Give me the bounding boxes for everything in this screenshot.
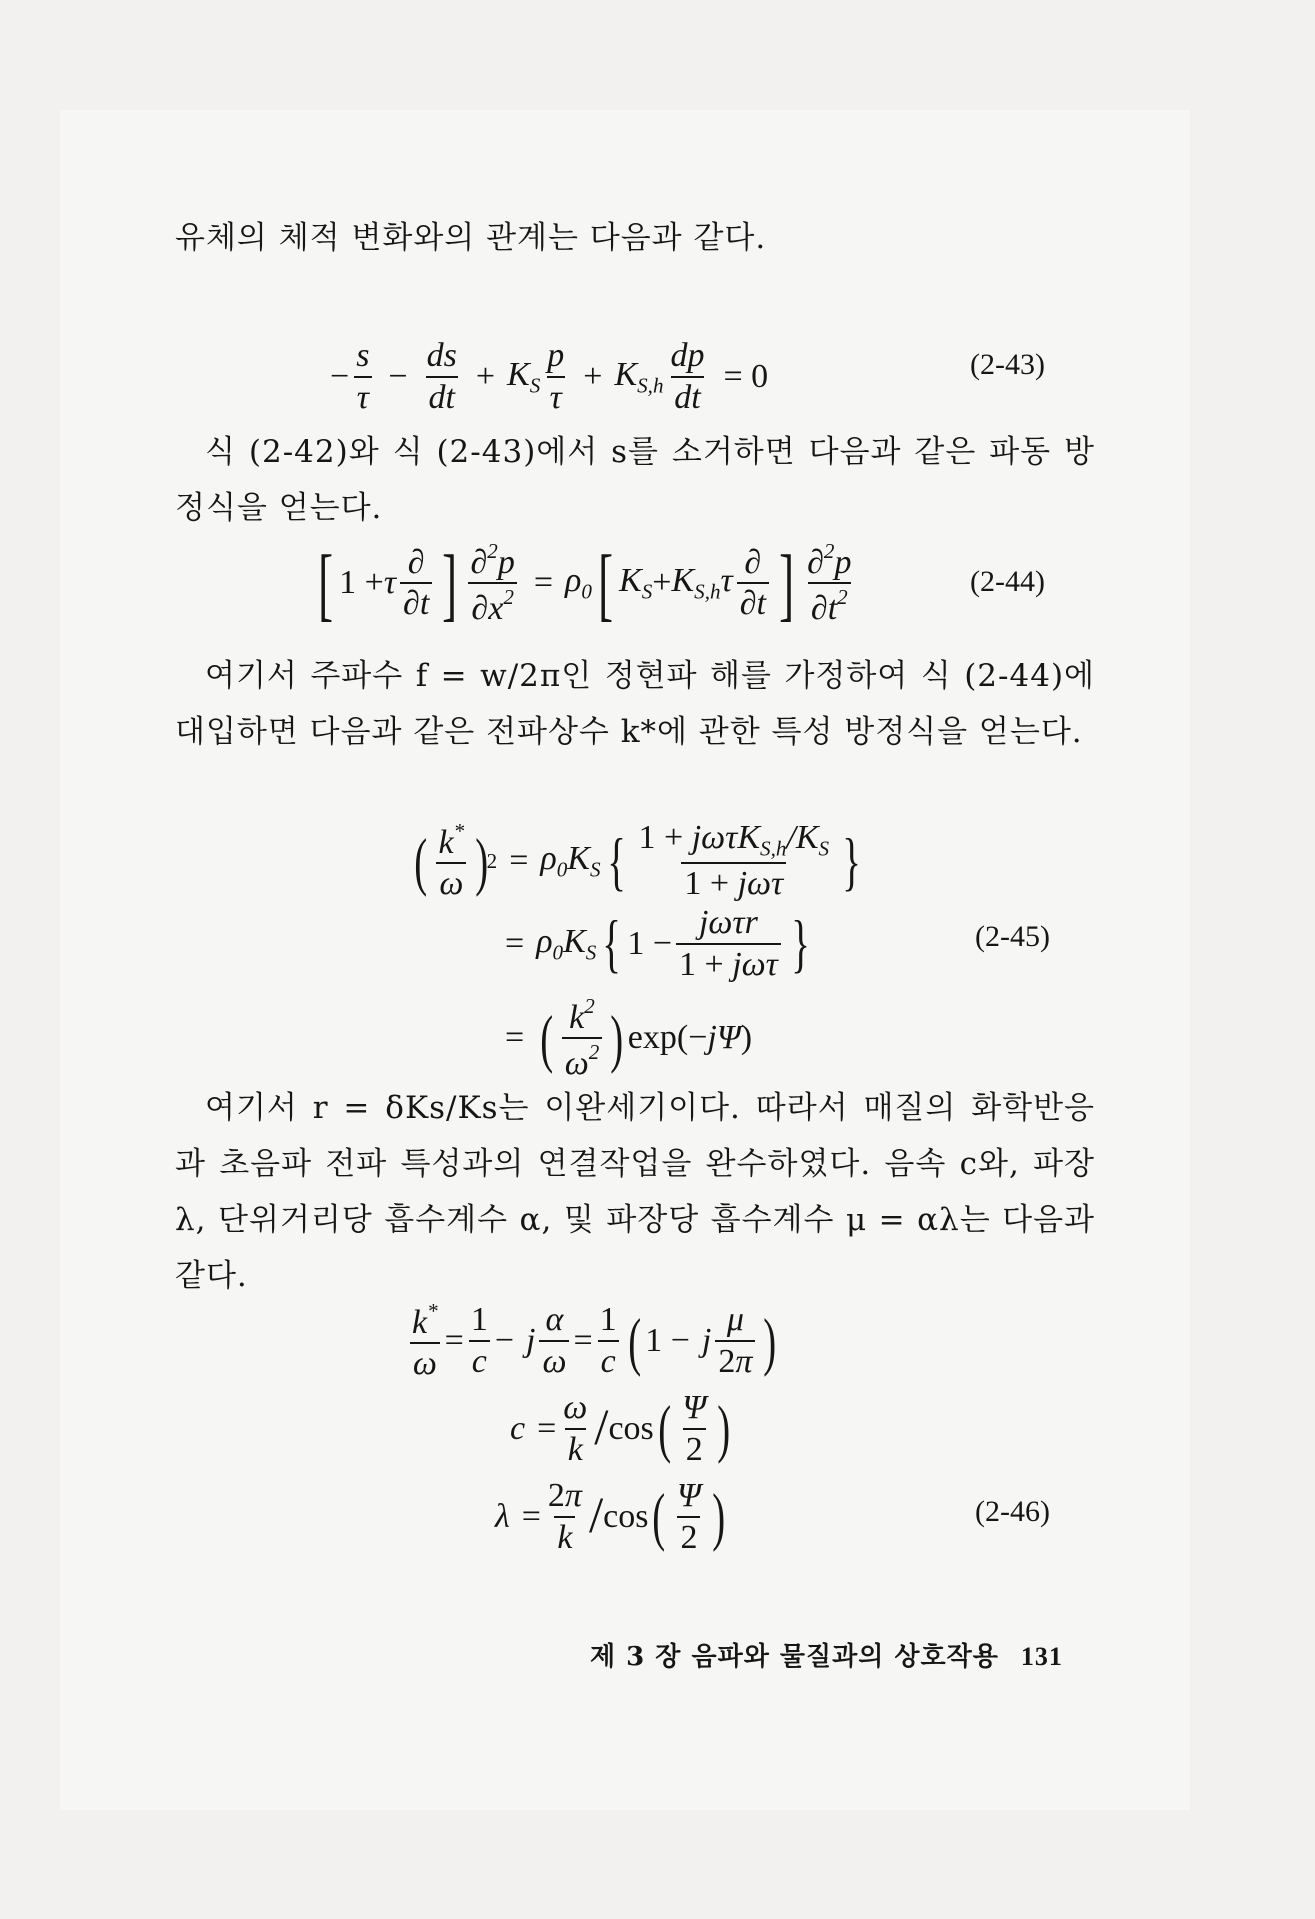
equation-number-2-46: (2-46)	[975, 1495, 1050, 1528]
paragraph-4: 여기서 r = δKs/Ks는 이완세기이다. 따라서 매질의 화학반응과 초음파 전파 특성과의 연결작업을 완수하였다. 음속 c와, 파장 λ, 단위거리당 흡수계수 α, 및 파장당 흡수계수 μ = αλ는 다음과 같다.	[175, 1090, 1095, 1294]
equation-number-2-43: (2-43)	[970, 348, 1045, 381]
paragraph-2: 식 (2-42)와 식 (2-43)에서 s를 소거하면 다음과 같은 파동 방정식을 얻는다.	[175, 434, 1095, 526]
equation-number-2-45: (2-45)	[975, 920, 1050, 953]
page-footer	[590, 1636, 1063, 1673]
equation-2-44: [ 1 + τ $\frac{\partial}{\partial t}$ ] $\frac{\partial^2p}{\partial x^2}$ = $\rho_0$ [ $K_S$ + $K_{S,h}\tau$ $\frac{\partial}{\partial t}$ ] $\frac{\partial^2p}{\partial t^2}$	[318, 537, 852, 629]
equation-2-43: − $\frac{s}{\tau}$ − $\frac{ds}{dt}$ + $K_S$ $\frac{p}{\tau}$ + $K_{S,h}$ $\frac{dp}{dt}$ = 0	[330, 337, 769, 416]
equation-2-46-line-2: c = $\frac{\omega}{k}$ / cos ( $\frac{\Psi}{2}$ )	[510, 1389, 731, 1468]
chapter-title: 제 3 장 음파와 물질과의 상호작용	[590, 1642, 999, 1672]
paragraph-3: 여기서 주파수 f = w/2π인 정현파 해를 가정하여 식 (2-44)에 대입하면 다음과 같은 전파상수 k*에 관한 특성 방정식을 얻는다.	[175, 658, 1095, 750]
equation-number-2-44: (2-44)	[970, 565, 1045, 598]
equation-2-45-line-3: = ( $\frac{k^2}{\omega^2}$ ) exp(−jΨ)	[505, 994, 753, 1083]
equation-2-46-line-3: λ = $\frac{2\pi}{k}$ / cos ( $\frac{\Psi}{2}$ )	[495, 1477, 726, 1556]
equation-2-46-line-1: $\frac{k^*}{\omega}$ = $\frac{1}{c}$ − j $\frac{\alpha}{\omega}$ = $\frac{1}{c}$ ( 1 − j $\frac{\mu}{2\pi}$ )	[405, 1300, 781, 1382]
equation-2-45-line-1: ( $\frac{k^*}{\omega}$ ) 2 = $\rho_0K_S$ { $\frac{1 + j\omega\tau K_{S,h}/K_S}{\text{1 + jωτ}}$ }	[414, 819, 861, 903]
equation-2-45-line-2: = $\rho_0K_S$ { 1 − $\frac{\text{jωτr}}{\text{1 + jωτ}}$ }	[505, 904, 810, 983]
paragraph-1: 유체의 체적 변화와의 관계는 다음과 같다.	[175, 220, 767, 256]
page-number: 131	[1020, 1642, 1063, 1671]
